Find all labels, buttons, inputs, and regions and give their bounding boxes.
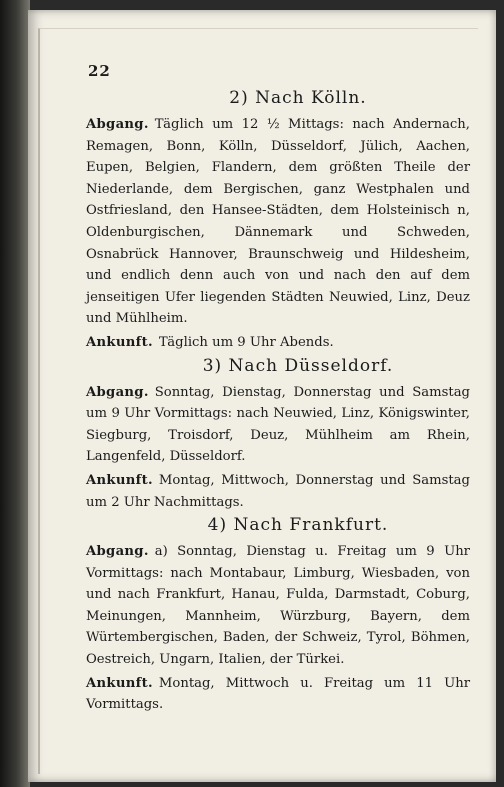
ankunft-label: Ankunft. <box>86 675 153 691</box>
ankunft-entry <box>86 332 470 354</box>
section-heading: 4) Nach Frankfurt. <box>207 515 389 536</box>
ankunft-entry <box>86 673 470 716</box>
abgang-label: Abgang. <box>86 117 149 132</box>
section-duesseldorf <box>86 356 470 514</box>
section-heading: 2) Nach Kölln. <box>229 88 367 108</box>
abgang-entry <box>86 541 470 671</box>
abgang-text: Sonntag, Dienstag, Donnerstag und Samstag um 9 Uhr Vormittags: nach Neuwied, Linz, Königswinter, Siegburg, Troisdorf, Deuz, Mühlheim am Rhein, Langenfeld, Düsseldorf. <box>86 384 470 465</box>
section-heading: 3) Nach Düsseldorf. <box>202 355 394 376</box>
section-frankfurt <box>86 515 470 716</box>
page-number: 22 <box>88 62 111 80</box>
abgang-label: Abgang. <box>86 384 149 400</box>
section-koelln <box>86 88 470 354</box>
ankunft-label: Ankunft. <box>86 472 153 488</box>
ankunft-label: Ankunft. <box>86 334 153 350</box>
abgang-entry <box>86 114 470 330</box>
ankunft-entry <box>86 470 470 513</box>
abgang-label: Abgang. <box>86 544 149 560</box>
abgang-entry <box>86 382 470 468</box>
book-binding-shadow <box>0 0 30 787</box>
ankunft-text: Montag, Mittwoch, Donnerstag und Samstag um 2 Uhr Nachmittags. <box>86 472 470 510</box>
abgang-text: Täglich um 12 ½ Mittags: nach Andernach, Remagen, Bonn, Kölln, Düsseldorf, Jülich, Aachen, Eupen, Belgien, Flandern, dem größten Theile der Niederlande, dem Bergischen, ganz Westphalen und Ostfriesland, den Hansee-Städten, dem Holsteinisch n, Oldenburgischen, Dännemark und Schweden, Osnabrück Hannover, Braunschweig und Hildesheim, und endlich denn auch von und nach den auf dem jenseitigen Ufer liegenden Städten Neuwied, Linz, Deuz und Mühlheim. <box>86 117 470 327</box>
page-content <box>86 88 470 718</box>
abgang-text: a) Sonntag, Dienstag u. Freitag um 9 Uhr Vormittags: nach Montabaur, Limburg, Wiesbaden, von und nach Frankfurt, Hanau, Fulda, Darmstadt, Coburg, Meinungen, Mannheim, Würzburg, Bayern, dem Würtembergischen, Baden, der Schweiz, Tyrol, Böhmen, Oestreich, Ungarn, Italien, der Türkei. <box>86 544 470 668</box>
ankunft-text: Montag, Mittwoch u. Freitag um 11 Uhr Vormittags. <box>86 675 470 713</box>
ankunft-text: Täglich um 9 Uhr Abends. <box>158 334 334 350</box>
